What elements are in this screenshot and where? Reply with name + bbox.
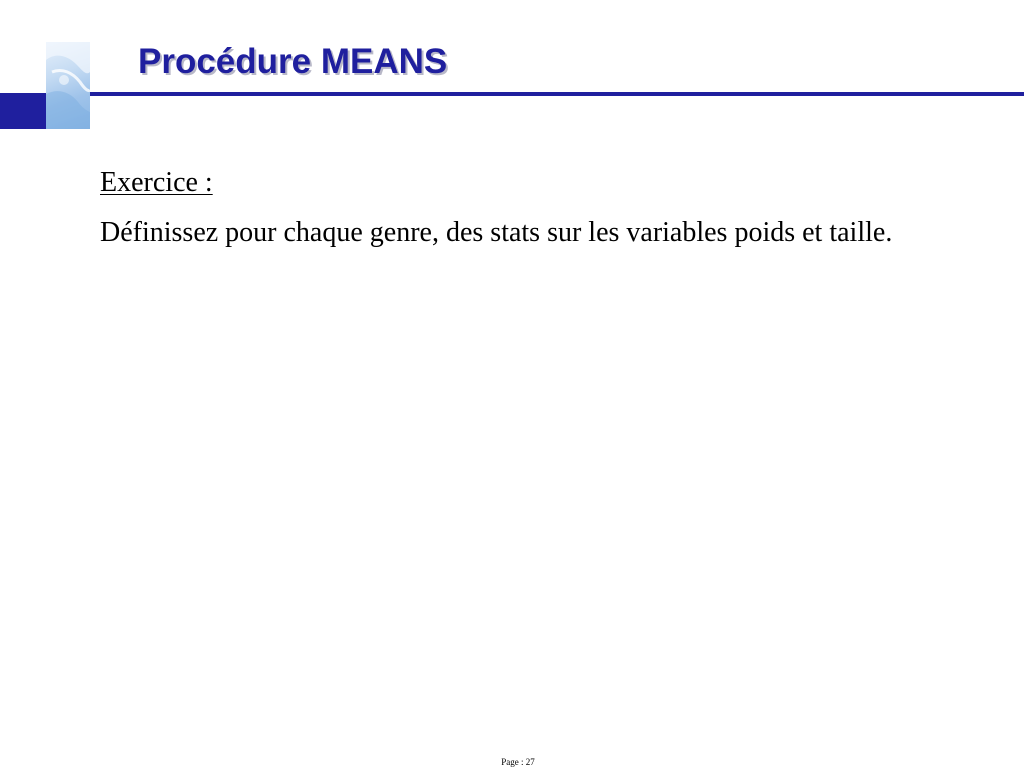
page-number xyxy=(0,756,1024,768)
header-rule xyxy=(90,92,1024,96)
page-title: Procédure MEANS xyxy=(138,42,448,81)
exercise-heading: Exercice : xyxy=(100,167,213,198)
page-number-text: Page : 27 xyxy=(501,757,535,767)
header-accent-block xyxy=(0,93,46,129)
slide-body xyxy=(100,158,980,258)
decorative-photo-icon xyxy=(46,42,90,129)
exercise-text: Définissez pour chaque genre, des stats sur les variables poids et taille. xyxy=(100,217,893,248)
header-decoration-image xyxy=(46,42,90,129)
